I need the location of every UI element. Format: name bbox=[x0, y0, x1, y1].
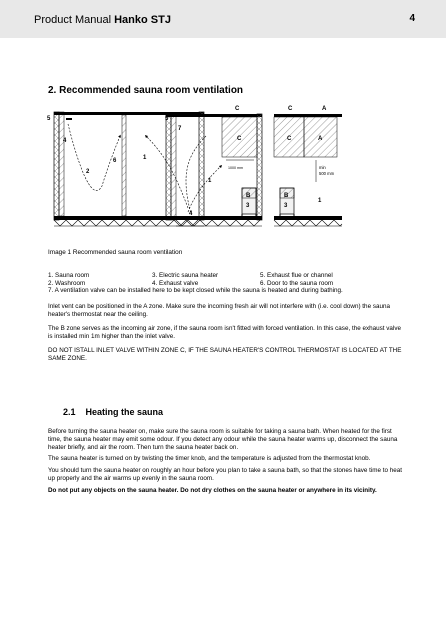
label-b-middle: B bbox=[246, 193, 251, 199]
exhaust-channel bbox=[59, 112, 64, 216]
label-6: 6 bbox=[113, 158, 117, 164]
partition-wall bbox=[122, 115, 126, 216]
label-3-right: 3 bbox=[284, 203, 288, 209]
legend-row bbox=[48, 272, 408, 280]
legend-note-7: 7. A ventilation valve can be installed here to be kept closed while the sauna is heated and during bathing. bbox=[48, 287, 343, 295]
right-ceiling bbox=[274, 114, 342, 117]
label-c-middle: C bbox=[237, 136, 242, 142]
label-5-middle: 5 bbox=[165, 116, 169, 122]
paragraph-heating-1: Before turning the sauna heater on, make sure the sauna room is suitable for taking a sauna bath. When heated for the first time, the sauna heater may emit some odour. If you detect any odour while the sauna heater warms up, disconnect the sauna heater briefly, and air the room. Then turn the sauna heater back on. bbox=[48, 428, 398, 452]
label-4: 4 bbox=[63, 138, 67, 144]
label-1: 1 bbox=[143, 155, 147, 161]
legend-row bbox=[48, 280, 408, 288]
figure-caption: Image 1 Recommended sauna room ventilation bbox=[48, 249, 183, 256]
floor-truss bbox=[54, 220, 198, 226]
paragraph-zone-c-warning: DO NOT ISTALL INLET VALVE WITHIN ZONE C, IF THE SAUNA HEATER'S CONTROL THERMOSTAT IS LOCATED AT THE SAME ZONE. bbox=[48, 347, 402, 363]
label-1-middle: 1 bbox=[208, 178, 212, 184]
label-7: 7 bbox=[178, 126, 182, 132]
label-c-top-middle: C bbox=[235, 106, 240, 112]
label-4-middle: 4 bbox=[189, 211, 193, 217]
section-2-heading: 2. Recommended sauna room ventilation bbox=[48, 85, 244, 96]
middle-right-wall bbox=[257, 114, 262, 220]
section-2-1-heading bbox=[63, 407, 163, 417]
label-a-top: A bbox=[322, 106, 327, 112]
label-1-right: 1 bbox=[318, 198, 322, 204]
label-a: A bbox=[318, 136, 323, 142]
legend-item: 2. Washroom bbox=[48, 279, 86, 287]
middle-floor bbox=[166, 216, 262, 220]
middle-exhaust-channel bbox=[171, 114, 176, 220]
left-wall bbox=[54, 112, 59, 220]
exhaust-valve-vent bbox=[66, 118, 72, 120]
label-3-middle: 3 bbox=[246, 203, 250, 209]
page-number: 4 bbox=[409, 13, 415, 24]
warning-text: Do not put any objects on the sauna heater. Do not dry clothes on the sauna heater or anywhere in its vicinity. bbox=[48, 487, 377, 494]
legend-item: 4. Exhaust valve bbox=[152, 279, 199, 287]
label-1000mm: 1000 mm bbox=[228, 166, 243, 170]
middle-ceiling bbox=[166, 114, 262, 117]
right-room-drawing bbox=[274, 106, 342, 226]
header-title bbox=[34, 14, 171, 26]
header-title-product: Hanko STJ bbox=[114, 14, 171, 26]
legend-item: 6. Door to the sauna room bbox=[260, 279, 334, 287]
figure-legend bbox=[48, 272, 408, 295]
label-c-right: C bbox=[287, 136, 292, 142]
label-2: 2 bbox=[86, 169, 90, 175]
header-title-prefix: Product Manual bbox=[34, 14, 112, 26]
middle-left-wall bbox=[166, 114, 171, 220]
paragraph-zone-a: Inlet vent can be positioned in the A zone. Make sure the incoming fresh air will not interfere with (i.e. cool down) the sauna heater's thermostat near the ceiling. bbox=[48, 303, 390, 319]
page-header bbox=[0, 0, 446, 38]
label-c-top-right: C bbox=[288, 106, 293, 112]
middle-room-drawing bbox=[165, 106, 262, 226]
legend-item: 1. Sauna room bbox=[48, 272, 90, 279]
label-500mm: 500 mm bbox=[319, 171, 335, 176]
paragraph-heating-2: The sauna heater is turned on by twisting the timer knob, and the temperature is adjusted from the thermostat knob. bbox=[48, 455, 371, 462]
label-b-right: B bbox=[284, 193, 289, 199]
middle-airflow-arrow bbox=[188, 166, 221, 212]
legend-item: 3. Electric sauna heater bbox=[152, 272, 219, 279]
label-5: 5 bbox=[47, 116, 51, 122]
label-min: min bbox=[319, 165, 326, 170]
section-title: Heating the sauna bbox=[85, 407, 164, 417]
right-floor-truss bbox=[274, 220, 342, 226]
legend-item: 5. Exhaust flue or channel bbox=[260, 272, 333, 279]
right-floor bbox=[274, 216, 342, 220]
section-number: 2.1 bbox=[63, 407, 76, 417]
paragraph-zone-b: The B zone serves as the incoming air zone, if the sauna room isn't fitted with forced ventilation. In this case, the exhaust valve is installed min 1m higher than the inlet valve. bbox=[48, 325, 401, 341]
right-wall bbox=[199, 112, 204, 220]
ventilation-diagram bbox=[46, 96, 346, 241]
paragraph-heating-3: You should turn the sauna heater on roughly an hour before you plan to take a sauna bath, so that the stones have time to heat up properly and the air warms up evenly in the sauna room. bbox=[48, 467, 403, 483]
